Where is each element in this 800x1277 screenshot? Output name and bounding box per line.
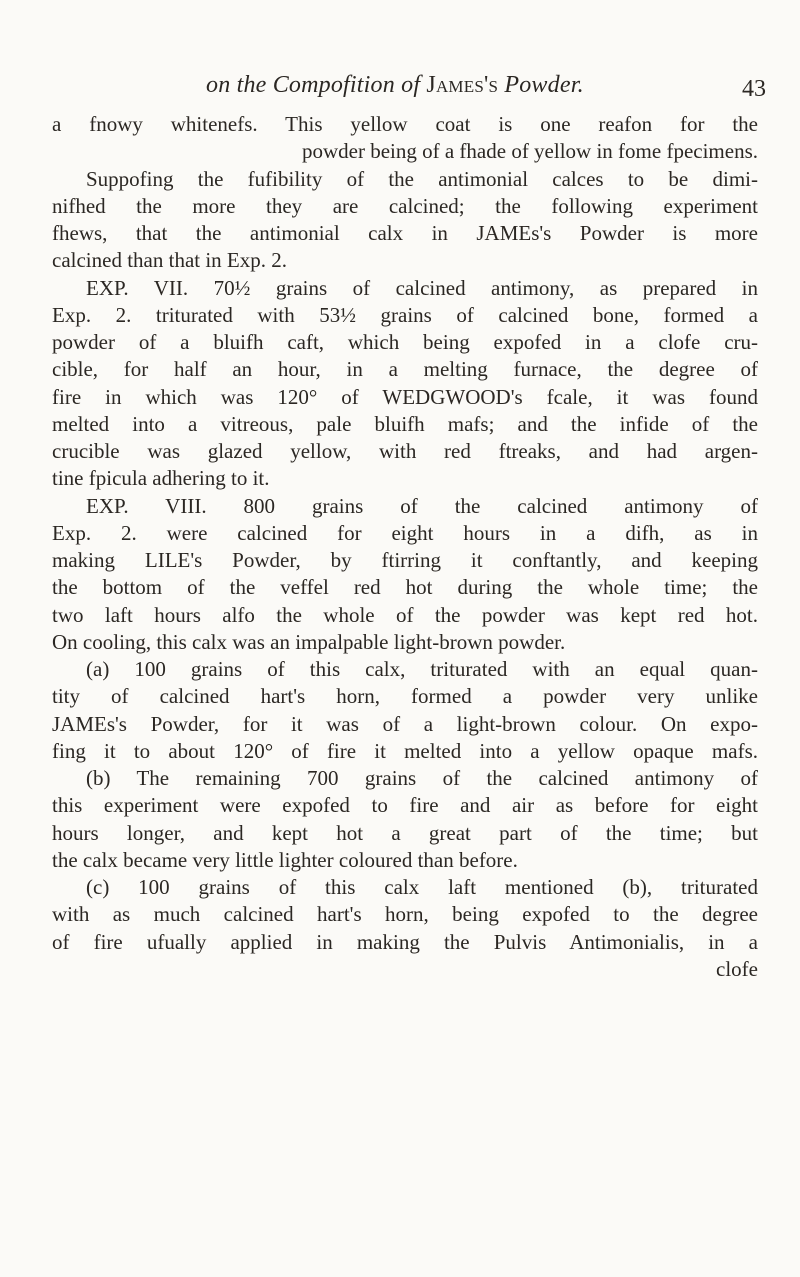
text-line: fing it to about 120° of fire it melted into a yellow opaque mafs. [52, 738, 758, 763]
text-line: nifhed the more they are calcined; the following experiment [52, 193, 758, 218]
text-line: Exp. 2. were calcined for eight hours in a difh, as in [52, 520, 758, 545]
text-line: EXP. VIII. 800 grains of the calcined antimony of [86, 493, 758, 518]
running-title [206, 72, 584, 99]
text-line: with as much calcined hart's horn, being expofed to the degree [52, 902, 758, 927]
text-line: crucible was glazed yellow, with red ftreaks, and had argen- [52, 439, 758, 463]
text-line: a fnowy whitenefs. This yellow coat is one reafon for the [52, 112, 758, 136]
text-line: EXP. VII. 70½ grains of calcined antimony, as prepared in [86, 275, 758, 300]
text-line: cible, for half an hour, in a melting furnace, the degree of [52, 357, 758, 382]
text-line: powder of a bluifh caft, which being expofed in a clofe cru- [52, 330, 758, 354]
text-line: the calx became very little lighter coloured than before. [52, 847, 518, 872]
text-line: Suppofing the fufibility of the antimonial calces to be dimi- [86, 166, 758, 191]
text-line: (b) The remaining 700 grains of the calcined antimony of [86, 766, 758, 790]
catchword: clofe [716, 956, 758, 981]
text-line: the bottom of the veffel red hot during the whole time; the [52, 575, 758, 600]
text-line: Exp. 2. triturated with 53½ grains of calcined bone, formed a [52, 302, 758, 327]
page-number: 43 [742, 76, 766, 102]
text-line: powder being of a fhade of yellow in fome fpecimens. [301, 139, 758, 164]
text-line: fire in which was 120° of WEDGWOOD's fcale, it was found [52, 384, 758, 409]
running-title-prefix: on the Compofition of [206, 72, 421, 98]
running-title-name: James's [426, 72, 499, 98]
text-line: JAMEs's Powder, for it was of a light-brown colour. On expo- [52, 711, 758, 736]
text-line: two laft hours alfo the whole of the powder was kept red hot. [52, 602, 758, 627]
body-text [52, 111, 758, 983]
text-line: (a) 100 grains of this calx, triturated with an equal quan- [86, 657, 758, 681]
text-line: of fire ufually applied in making the Pulvis Antimonialis, in a [52, 929, 758, 954]
text-line: making LILE's Powder, by ftirring it conftantly, and keeping [52, 548, 758, 572]
text-line: On cooling, this calx was an impalpable light-brown powder. [52, 629, 566, 654]
text-line: (c) 100 grains of this calx laft mentioned (b), triturated [86, 875, 758, 899]
text-line: tine fpicula adhering to it. [52, 466, 270, 491]
running-title-suffix: Powder. [504, 72, 584, 98]
text-line: hours longer, and kept hot a great part of the time; but [52, 820, 758, 845]
text-line: this experiment were expofed to fire and air as before for eight [52, 793, 758, 818]
text-line: fhews, that the antimonial calx in JAMEs's Powder is more [52, 221, 758, 245]
text-line: calcined than that in Exp. 2. [52, 248, 288, 273]
page-header [206, 72, 766, 108]
text-line: melted into a vitreous, pale bluifh mafs; and the infide of the [52, 411, 758, 436]
text-line: tity of calcined hart's horn, formed a powder very unlike [52, 684, 758, 709]
